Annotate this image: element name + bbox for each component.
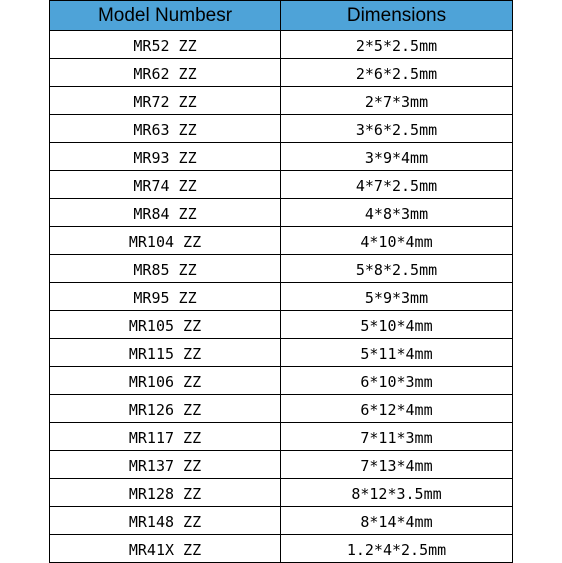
dimensions-cell: 6*12*4mm	[281, 395, 513, 423]
dimensions-cell: 7*11*3mm	[281, 423, 513, 451]
table-row	[50, 311, 513, 339]
table-row	[50, 171, 513, 199]
model-number-cell: MR148 ZZ	[50, 507, 281, 535]
column-header-dimensions: Dimensions	[281, 1, 513, 31]
table-row	[50, 87, 513, 115]
dimensions-cell: 6*10*3mm	[281, 367, 513, 395]
header-row	[50, 1, 513, 31]
table-row	[50, 451, 513, 479]
model-number-cell: MR85 ZZ	[50, 255, 281, 283]
dimensions-cell: 4*8*3mm	[281, 199, 513, 227]
table-header	[50, 1, 513, 31]
model-number-cell: MR137 ZZ	[50, 451, 281, 479]
model-number-cell: MR52 ZZ	[50, 31, 281, 59]
dimensions-cell: 5*8*2.5mm	[281, 255, 513, 283]
model-number-cell: MR106 ZZ	[50, 367, 281, 395]
bearing-spec-table	[49, 0, 513, 563]
table-row	[50, 31, 513, 59]
dimensions-cell: 5*11*4mm	[281, 339, 513, 367]
model-number-cell: MR104 ZZ	[50, 227, 281, 255]
model-number-cell: MR63 ZZ	[50, 115, 281, 143]
table-row	[50, 283, 513, 311]
model-number-cell: MR93 ZZ	[50, 143, 281, 171]
table-row	[50, 143, 513, 171]
dimensions-cell: 1.2*4*2.5mm	[281, 535, 513, 563]
dimensions-cell: 2*7*3mm	[281, 87, 513, 115]
table-row	[50, 115, 513, 143]
table-row	[50, 535, 513, 563]
dimensions-cell: 3*9*4mm	[281, 143, 513, 171]
model-number-cell: MR41X ZZ	[50, 535, 281, 563]
model-number-cell: MR74 ZZ	[50, 171, 281, 199]
table-row	[50, 59, 513, 87]
column-header-model: Model Numbesr	[50, 1, 281, 31]
dimensions-cell: 4*10*4mm	[281, 227, 513, 255]
table-body	[50, 31, 513, 563]
model-number-cell: MR84 ZZ	[50, 199, 281, 227]
bearing-spec-table-container	[49, 0, 512, 563]
dimensions-cell: 3*6*2.5mm	[281, 115, 513, 143]
table-row	[50, 339, 513, 367]
dimensions-cell: 8*14*4mm	[281, 507, 513, 535]
dimensions-cell: 5*9*3mm	[281, 283, 513, 311]
table-row	[50, 255, 513, 283]
dimensions-cell: 7*13*4mm	[281, 451, 513, 479]
dimensions-cell: 8*12*3.5mm	[281, 479, 513, 507]
dimensions-cell: 4*7*2.5mm	[281, 171, 513, 199]
model-number-cell: MR72 ZZ	[50, 87, 281, 115]
model-number-cell: MR128 ZZ	[50, 479, 281, 507]
table-row	[50, 227, 513, 255]
model-number-cell: MR62 ZZ	[50, 59, 281, 87]
dimensions-cell: 5*10*4mm	[281, 311, 513, 339]
model-number-cell: MR115 ZZ	[50, 339, 281, 367]
dimensions-cell: 2*5*2.5mm	[281, 31, 513, 59]
table-row	[50, 507, 513, 535]
table-row	[50, 395, 513, 423]
model-number-cell: MR117 ZZ	[50, 423, 281, 451]
table-row	[50, 199, 513, 227]
model-number-cell: MR105 ZZ	[50, 311, 281, 339]
model-number-cell: MR95 ZZ	[50, 283, 281, 311]
dimensions-cell: 2*6*2.5mm	[281, 59, 513, 87]
model-number-cell: MR126 ZZ	[50, 395, 281, 423]
table-row	[50, 479, 513, 507]
table-row	[50, 367, 513, 395]
table-row	[50, 423, 513, 451]
